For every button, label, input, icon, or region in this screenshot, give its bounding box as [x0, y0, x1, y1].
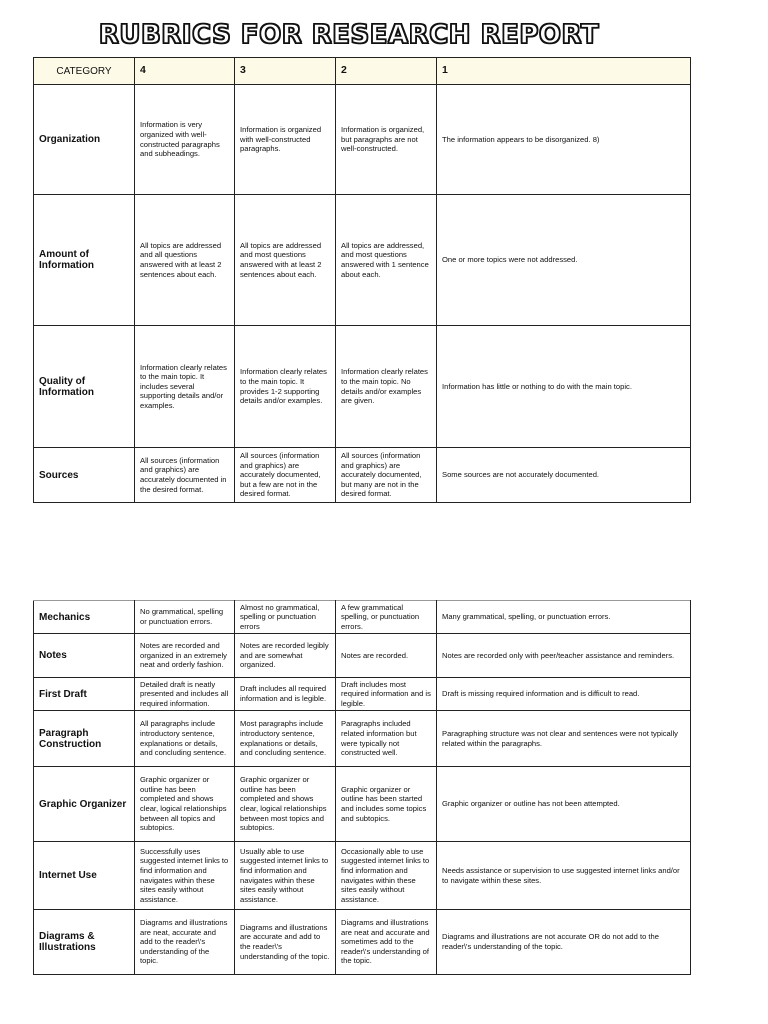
table-row [34, 842, 691, 910]
table-row [34, 601, 691, 634]
cell-score-4: Detailed draft is neatly presented and includes all required information. [135, 678, 235, 711]
cell-score-3: Notes are recorded legibly and are somewhat organized. [235, 634, 336, 678]
table-row [34, 326, 691, 448]
row-category: Diagrams & Illustrations [34, 910, 135, 975]
cell-score-3: Most paragraphs include introductory sentence, explanations or details, and concluding sentence. [235, 711, 336, 767]
header-score-4: 4 [135, 58, 235, 85]
cell-score-4: Information clearly relates to the main topic. It includes several supporting details and/or examples. [135, 326, 235, 448]
table-row [34, 678, 691, 711]
cell-score-2: Draft includes most required information and is legible. [336, 678, 437, 711]
table-row [34, 767, 691, 842]
cell-score-3: All sources (information and graphics) are accurately documented, but a few are not in the desired format. [235, 448, 336, 503]
cell-score-1: One or more topics were not addressed. [437, 195, 691, 326]
cell-score-1: Some sources are not accurately documented. [437, 448, 691, 503]
cell-score-4: All topics are addressed and all questions answered with at least 2 sentences about each. [135, 195, 235, 326]
row-category: Sources [34, 448, 135, 503]
cell-score-3: Information clearly relates to the main topic. It provides 1-2 supporting details and/or examples. [235, 326, 336, 448]
row-category: Paragraph Construction [34, 711, 135, 767]
table-row [34, 448, 691, 503]
cell-score-1: Information has little or nothing to do with the main topic. [437, 326, 691, 448]
cell-score-2: A few grammatical spelling, or punctuation errors. [336, 601, 437, 634]
table-row [34, 195, 691, 326]
cell-score-3: Graphic organizer or outline has been completed and shows clear, logical relationships between most topics and subtopics. [235, 767, 336, 842]
header-category: CATEGORY [34, 58, 135, 85]
cell-score-3: Information is organized with well-constructed paragraphs. [235, 85, 336, 195]
cell-score-1: Many grammatical, spelling, or punctuation errors. [437, 601, 691, 634]
header-score-2: 2 [336, 58, 437, 85]
cell-score-3: Diagrams and illustrations are accurate and add to the reader\'s understanding of the topic. [235, 910, 336, 975]
header-score-1: 1 [437, 58, 691, 85]
cell-score-2: Information is organized, but paragraphs are not well-constructed. [336, 85, 437, 195]
table-row [34, 634, 691, 678]
cell-score-4: No grammatical, spelling or punctuation errors. [135, 601, 235, 634]
cell-score-2: All topics are addressed, and most questions answered with 1 sentence about each. [336, 195, 437, 326]
row-category: Amount of Information [34, 195, 135, 326]
cell-score-3: All topics are addressed and most questions answered with at least 2 sentences about each. [235, 195, 336, 326]
header-score-3: 3 [235, 58, 336, 85]
table-row [34, 910, 691, 975]
cell-score-1: Diagrams and illustrations are not accurate OR do not add to the reader\'s understanding of the topic. [437, 910, 691, 975]
cell-score-2: Graphic organizer or outline has been started and includes some topics and subtopics. [336, 767, 437, 842]
cell-score-1: Graphic organizer or outline has not been attempted. [437, 767, 691, 842]
row-category: First Draft [34, 678, 135, 711]
page-title: RUBRICS FOR RESEARCH REPORT [98, 20, 600, 50]
cell-score-1: The information appears to be disorganized. 8) [437, 85, 691, 195]
cell-score-4: Graphic organizer or outline has been completed and shows clear, logical relationships between all topics and subtopics. [135, 767, 235, 842]
cell-score-1: Needs assistance or supervision to use suggested internet links and/or to navigate within these sites. [437, 842, 691, 910]
cell-score-3: Draft includes all required information and is legible. [235, 678, 336, 711]
cell-score-3: Almost no grammatical, spelling or punctuation errors [235, 601, 336, 634]
cell-score-1: Draft is missing required information and is difficult to read. [437, 678, 691, 711]
cell-score-1: Notes are recorded only with peer/teacher assistance and reminders. [437, 634, 691, 678]
row-category: Internet Use [34, 842, 135, 910]
cell-score-1: Paragraphing structure was not clear and sentences were not typically related within the paragraphs. [437, 711, 691, 767]
table-header-row [34, 58, 691, 85]
cell-score-2: Notes are recorded. [336, 634, 437, 678]
row-category: Mechanics [34, 601, 135, 634]
cell-score-2: Occasionally able to use suggested internet links to find information and navigates within these sites easily without assistance. [336, 842, 437, 910]
cell-score-4: All sources (information and graphics) are accurately documented in the desired format. [135, 448, 235, 503]
cell-score-4: All paragraphs include introductory sentence, explanations or details, and concluding sentence. [135, 711, 235, 767]
rubric-table-top [33, 57, 691, 503]
table-row [34, 711, 691, 767]
cell-score-4: Successfully uses suggested internet links to find information and navigates within these sites easily without assistance. [135, 842, 235, 910]
cell-score-2: All sources (information and graphics) are accurately documented, but many are not in the desired format. [336, 448, 437, 503]
cell-score-2: Paragraphs included related information but were typically not constructed well. [336, 711, 437, 767]
cell-score-3: Usually able to use suggested internet links to find information and navigates within these sites easily without assistance. [235, 842, 336, 910]
cell-score-2: Information clearly relates to the main topic. No details and/or examples are given. [336, 326, 437, 448]
table-row [34, 85, 691, 195]
cell-score-4: Notes are recorded and organized in an extremely neat and orderly fashion. [135, 634, 235, 678]
cell-score-2: Diagrams and illustrations are neat and accurate and sometimes add to the reader\'s understanding of the topic. [336, 910, 437, 975]
row-category: Graphic Organizer [34, 767, 135, 842]
cell-score-4: Diagrams and illustrations are neat, accurate and add to the reader\'s understanding of the topic. [135, 910, 235, 975]
row-category: Notes [34, 634, 135, 678]
row-category: Organization [34, 85, 135, 195]
row-category: Quality of Information [34, 326, 135, 448]
rubric-table-bottom [33, 600, 691, 975]
cell-score-4: Information is very organized with well-constructed paragraphs and subheadings. [135, 85, 235, 195]
